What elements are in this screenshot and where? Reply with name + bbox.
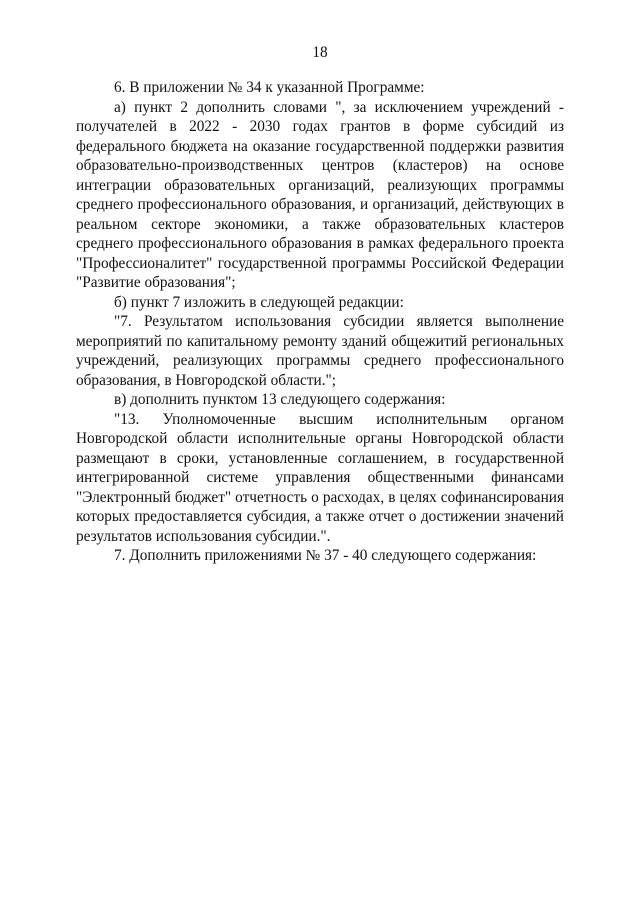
paragraph-item-7: 7. Дополнить приложениями № 37 - 40 следующего содержания: <box>114 547 537 564</box>
paragraph-subitem-v: в) дополнить пунктом 13 следующего содержания: <box>114 391 446 408</box>
document-body <box>76 78 564 566</box>
paragraph-quoted-point-13: "13. Уполномоченные высшим исполнительным органом Новгородской области исполнительные органы Новгородской области размещают в сроки, установленные соглашением, в государственной интегрированной системе управления общественными финансами "Электронный бюджет" отчетность о расходах, в целях софинансирования которых предоставляется субсидия, а также отчет о достижении значений результатов использования субсидии.". <box>76 410 564 545</box>
paragraph-item-6: 6. В приложении № 34 к указанной Программе: <box>114 79 425 96</box>
page-number: 18 <box>312 44 328 61</box>
paragraph-subitem-b: б) пункт 7 изложить в следующей редакции: <box>114 293 404 311</box>
paragraph-subitem-a: а) пункт 2 дополнить словами ", за исключением учреждений - получателей в 2022 - 2030 годах грантов в форме субсидий из федерального бюджета на оказание государственной поддержки развития образовательно-производственных центров (кластеров) на основе интеграции образовательных организаций, реализующих программы среднего профессионального образования, и организаций, действующих в реальном секторе экономики, а также образовательных кластеров среднего профессионального образования в рамках федерального проекта "Профессионалитет" государственной программы Российской Федерации "Развитие образования"; <box>76 98 564 291</box>
paragraph-quoted-point-7: "7. Результатом использования субсидии является выполнение мероприятий по капитальному ремонту зданий общежитий региональных учреждений, реализующих программы среднего профессионального образования, в Новгородской области."; <box>76 313 564 389</box>
